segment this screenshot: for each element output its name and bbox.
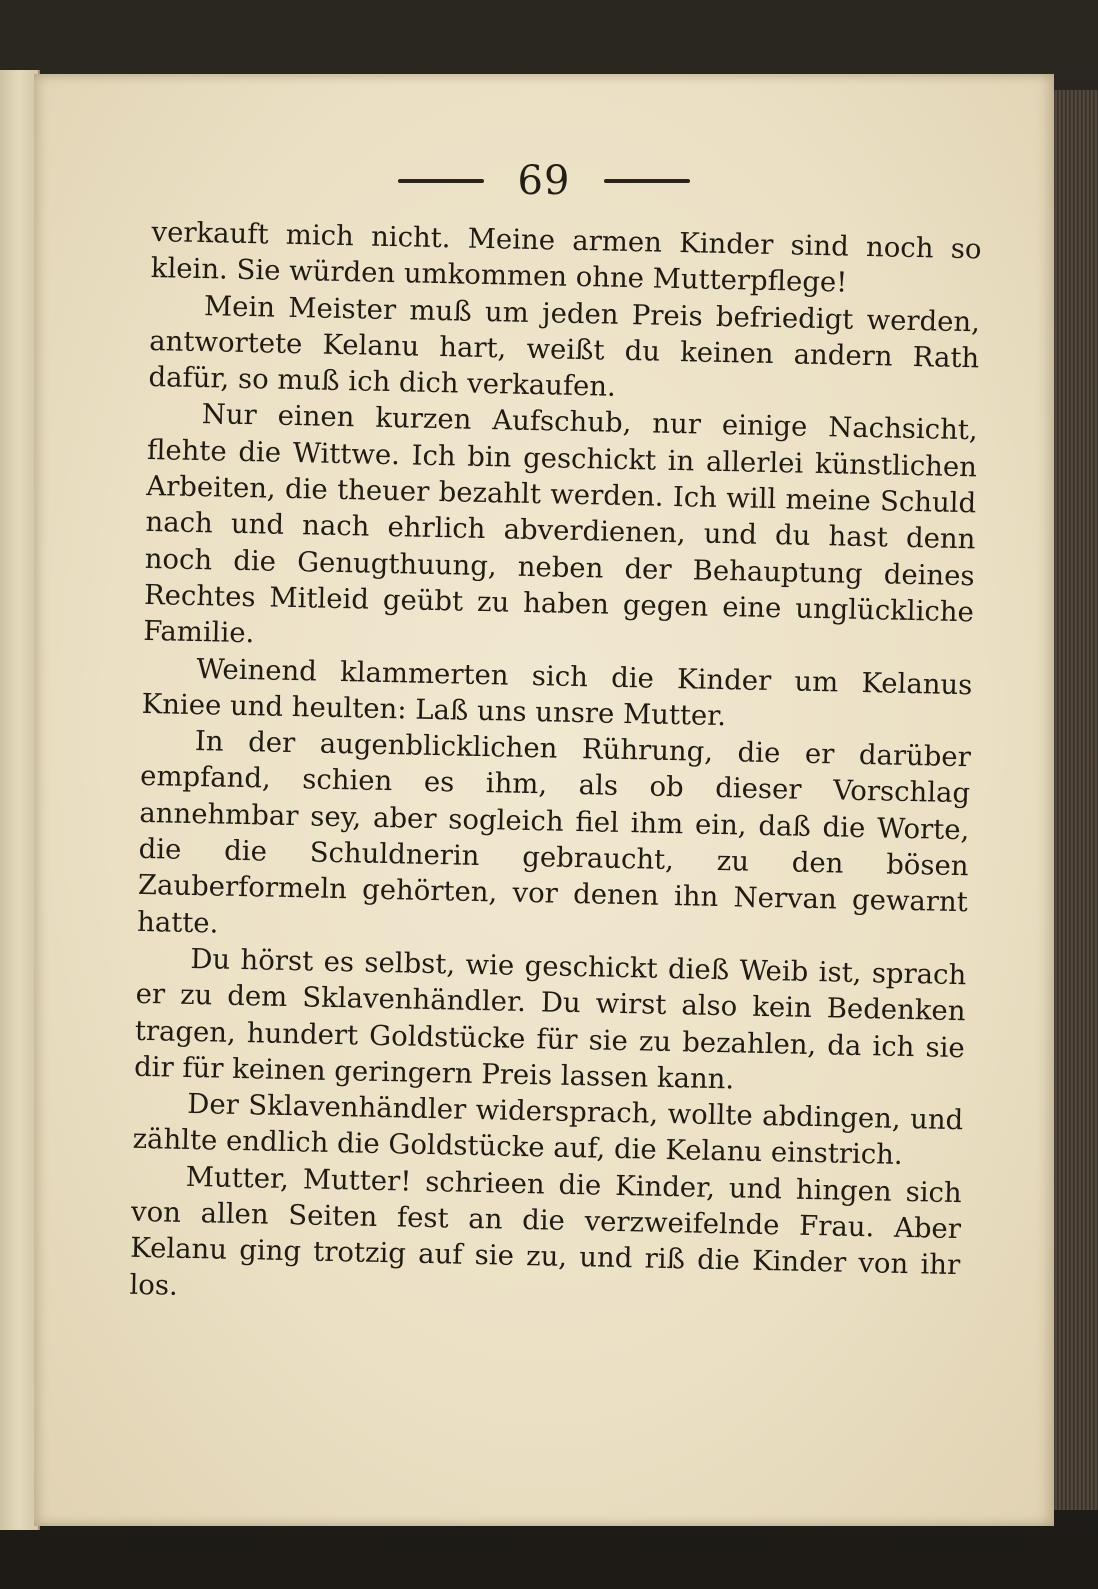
paragraph: verkauft mich nicht. Meine armen Kinder sind noch so klein. Sie würden umkommen ohne Mutterpflege!	[150, 215, 982, 299]
paragraph: Mutter, Mutter! schrieen die Kinder, und hingen sich von allen Seiten fest an die verzweifelnde Frau. Aber Kelanu ging trotzig auf sie zu, und riß die Kinder von ihr los.	[129, 1160, 963, 1302]
book-page	[34, 74, 1054, 1526]
paragraph: In der augenblicklichen Rührung, die er darüber empfand, schien es ihm, als ob dieser Vorschlag annehmbar sey, aber sogleich fiel ihm ein, daß die Worte, die die Schuldnerin gebraucht, zu den bösen Zauberformeln gehörten, vor denen ihn Nervan gewarnt hatte.	[136, 725, 972, 940]
paragraph: Du hörst es selbst, wie geschickt dieß Weib ist, sprach er zu dem Sklavenhändler. Du wirst also kein Bedenken tragen, hundert Goldstücke für sie zu bezahlen, da ich sie dir für keinen geringern Preis lassen kann.	[133, 942, 967, 1096]
paragraph: Mein Meister muß um jeden Preis befriedigt werden, antwortete Kelanu hart, weißt du keinen andern Rath dafür, so muß ich dich verkaufen.	[148, 289, 981, 403]
paragraph: Der Sklavenhändler widersprach, wollte abdingen, und zählte endlich die Goldstücke auf, die Kelanu einstrich.	[132, 1088, 964, 1172]
page-body	[129, 214, 982, 1320]
header-rule-right	[604, 179, 690, 183]
page-number: 69	[517, 158, 571, 204]
paragraph: Nur einen kurzen Aufschub, nur einige Nachsicht, flehte die Wittwe. Ich bin geschickt in allerlei künstlichen Arbeiten, die theuer bezahlt werden. Ich will meine Schuld nach und nach ehrlich abverdienen, und du hast denn noch die Genugthuung, neben der Behauptung deines Rechtes Mitleid geübt zu haben gegen eine unglückliche Familie.	[142, 398, 978, 650]
page-header	[34, 156, 1054, 206]
header-rule-left	[398, 179, 484, 183]
paragraph: Weinend klammerten sich die Kinder um Kelanus Kniee und heulten: Laß uns unsre Mutter.	[141, 652, 973, 732]
